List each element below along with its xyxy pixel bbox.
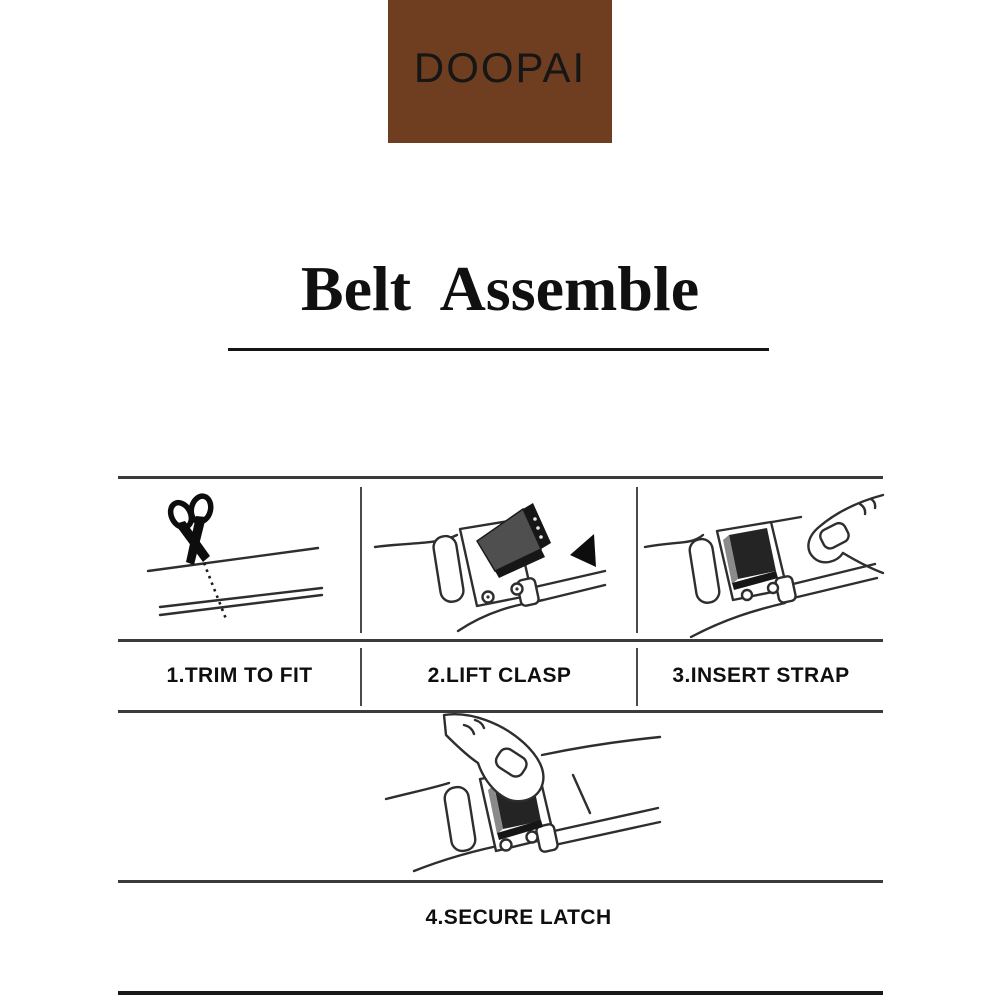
insert-strap-illustration <box>639 479 883 639</box>
page-title: Belt Assemble <box>300 253 700 324</box>
grid-line-bottom <box>118 991 883 995</box>
cut-dashed-line <box>204 563 226 619</box>
brand-banner <box>388 0 612 143</box>
secure-latch-illustration <box>118 713 883 878</box>
grid-line-under-image4 <box>118 880 883 883</box>
rivet-dot <box>486 595 489 598</box>
step4-caption: 4.SECURE LATCH <box>425 906 612 929</box>
step3-caption: 3.INSERT STRAP <box>672 663 850 687</box>
title-underline <box>228 348 769 351</box>
lift-clasp-illustration <box>363 479 636 639</box>
pointing-finger <box>808 495 883 573</box>
step2-caption: 2.LIFT CLASP <box>427 663 572 687</box>
brand-name: DOOPAI <box>413 43 587 91</box>
trim-to-fit-illustration <box>118 479 361 639</box>
divider-col2-row1 <box>636 487 638 633</box>
scissors-icon <box>167 494 214 565</box>
divider-col2-row2 <box>636 648 638 706</box>
direction-arrow-icon <box>570 534 596 567</box>
step1-caption: 1.TRIM TO FIT <box>166 663 313 687</box>
belt-lines <box>148 548 322 615</box>
rivet-dot <box>515 587 518 590</box>
